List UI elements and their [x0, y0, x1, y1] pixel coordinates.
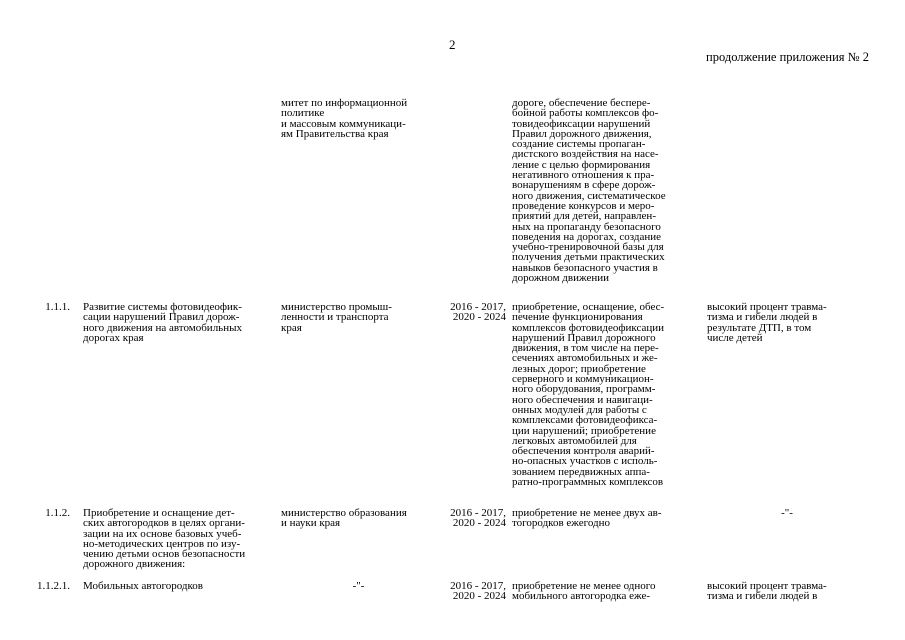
content-line: вонарушениям в сфере дорож-	[512, 179, 656, 192]
result-line: тизма и гибели людей в	[707, 311, 818, 324]
content-line: ного оборудования, программ-	[512, 383, 656, 396]
row-1-period-cell	[438, 302, 506, 323]
row-2-num-cell	[18, 508, 70, 518]
content-line: ратно-программных комплексов	[512, 476, 664, 489]
content-line: дистского воздействия на насе-	[512, 148, 659, 161]
content-line: товидеофиксации нарушений	[512, 117, 651, 130]
continuation-label: продолжение приложения № 2	[706, 50, 869, 64]
row-1-executor-cell	[281, 302, 436, 333]
row-3-period-cell	[438, 581, 506, 602]
content-line: обеспечения контроля аварий-	[512, 445, 655, 458]
row-0-executor-cell	[281, 98, 436, 139]
period-line: 2016 - 2017,	[450, 301, 506, 313]
content-line: зованием передвижных аппа-	[512, 465, 650, 478]
content-line: приятий для детей, направлен-	[512, 210, 656, 223]
num-text: 1.1.1.	[45, 301, 70, 313]
result-line: высокий процент травма-	[707, 301, 827, 313]
content-line: легковых автомобилей для	[512, 434, 637, 447]
name-line: Развитие системы фотовидеофик-	[83, 301, 242, 313]
content-line: дорожном движении	[512, 272, 609, 285]
content-line: комплексами фотовидеофикса-	[512, 414, 658, 427]
period-line: 2020 - 2024	[452, 311, 506, 324]
result-line: результате ДТП, в том	[707, 321, 812, 334]
content-line: движения, в том числе на пере-	[512, 342, 659, 355]
row-2-content-cell	[512, 508, 702, 529]
content-line: ных на пропаганду безопасного	[512, 220, 661, 233]
result-line: числе детей	[707, 331, 763, 344]
content-line: тогородков ежегодно	[512, 517, 611, 530]
row-3-num-cell	[18, 581, 70, 591]
content-line: онных модулей для работы с	[512, 403, 647, 416]
name-line: но-методических центров по изу-	[83, 537, 241, 550]
period-line: 2020 - 2024	[452, 590, 506, 603]
content-line: мобильного автогородка еже-	[512, 590, 650, 603]
content-line: проведение конкурсов и меро-	[512, 199, 655, 212]
row-3-content-cell	[512, 581, 702, 602]
content-line: ного обеспечения и навигаци-	[512, 393, 653, 406]
executor-line: митет по информационной	[281, 97, 408, 109]
period-line: 2016 - 2017,	[450, 580, 506, 592]
row-3-executor-cell	[281, 581, 436, 591]
row-3-result-cell	[707, 581, 867, 602]
content-line: бойной работы комплексов фо-	[512, 107, 659, 120]
content-line: создание системы пропаган-	[512, 138, 646, 151]
row-1-num-cell	[18, 302, 70, 312]
content-line: ции нарушений; приобретение	[512, 424, 656, 437]
content-line: приобретение не менее одного	[512, 580, 656, 592]
name-line: сации нарушений Правил дорож-	[83, 311, 240, 324]
name-line: Приобретение и оснащение дет-	[83, 507, 235, 519]
executor-line: и массовым коммуникаци-	[281, 117, 406, 130]
executor-line: -"-	[352, 580, 365, 592]
name-line: чению детьми основ безопасности	[83, 548, 246, 561]
content-line: лезных дорог; приобретение	[512, 362, 646, 375]
executor-line: ям Правительства края	[281, 127, 389, 140]
content-line: печение функционирования	[512, 311, 643, 324]
row-2-executor-cell	[281, 508, 436, 529]
row-1-content-cell	[512, 302, 702, 487]
content-line: нарушений Правил дорожного	[512, 331, 656, 344]
name-line: ного движения на автомобильных	[83, 321, 242, 334]
period-line: 2016 - 2017,	[450, 507, 506, 519]
result-line: -"-	[781, 507, 793, 519]
content-line: учебно-тренировочной базы для	[512, 241, 664, 254]
executor-line: и науки края	[281, 517, 341, 530]
executor-line: политике	[281, 107, 325, 120]
row-0-content-cell	[512, 98, 702, 283]
result-line: тизма и гибели людей в	[707, 590, 818, 603]
content-line: приобретение не менее двух ав-	[512, 507, 662, 519]
content-line: сечениях автомобильных и же-	[512, 352, 658, 365]
row-1-result-cell	[707, 302, 867, 343]
content-line: ного движения, систематическое	[512, 189, 666, 202]
content-line: дороге, обеспечение беспере-	[512, 97, 651, 109]
row-2-period-cell	[438, 508, 506, 529]
result-line: высокий процент травма-	[707, 580, 827, 592]
name-line: ских автогородков в целях органи-	[83, 517, 245, 530]
page-number: 2	[449, 37, 456, 52]
period-line: 2020 - 2024	[452, 517, 506, 530]
name-line: дорожного движения:	[83, 558, 186, 571]
content-line: Правил дорожного движения,	[512, 127, 652, 140]
content-line: комплексов фотовидеофиксации	[512, 321, 665, 334]
content-line: негативного отношения к пра-	[512, 169, 655, 182]
executor-line: ленности и транспорта	[281, 311, 389, 324]
executor-line: министерство промыш-	[281, 301, 392, 313]
row-2-result-cell	[707, 508, 867, 518]
name-line: дорогах края	[83, 331, 144, 344]
executor-line: министерство образования	[281, 507, 407, 519]
content-line: приобретение, оснащение, обес-	[512, 301, 665, 313]
content-line: серверного и коммуникацион-	[512, 373, 654, 386]
content-line: но-опасных участков с исполь-	[512, 455, 658, 468]
executor-line: края	[281, 321, 302, 334]
num-text: 1.1.2.	[45, 507, 70, 519]
row-1-name-cell	[83, 302, 273, 343]
content-line: ление с целью формирования	[512, 158, 651, 171]
row-2-name-cell	[83, 508, 273, 570]
content-line: поведения на дорогах, создание	[512, 230, 661, 243]
content-line: навыков безопасного участия в	[512, 261, 658, 274]
row-3-name-cell	[83, 581, 273, 591]
name-line: Мобильных автогородков	[83, 580, 203, 592]
name-line: зации на их основе базовых учеб-	[83, 527, 242, 540]
content-line: получения детьми практических	[512, 251, 665, 264]
num-text: 1.1.2.1.	[37, 580, 70, 592]
